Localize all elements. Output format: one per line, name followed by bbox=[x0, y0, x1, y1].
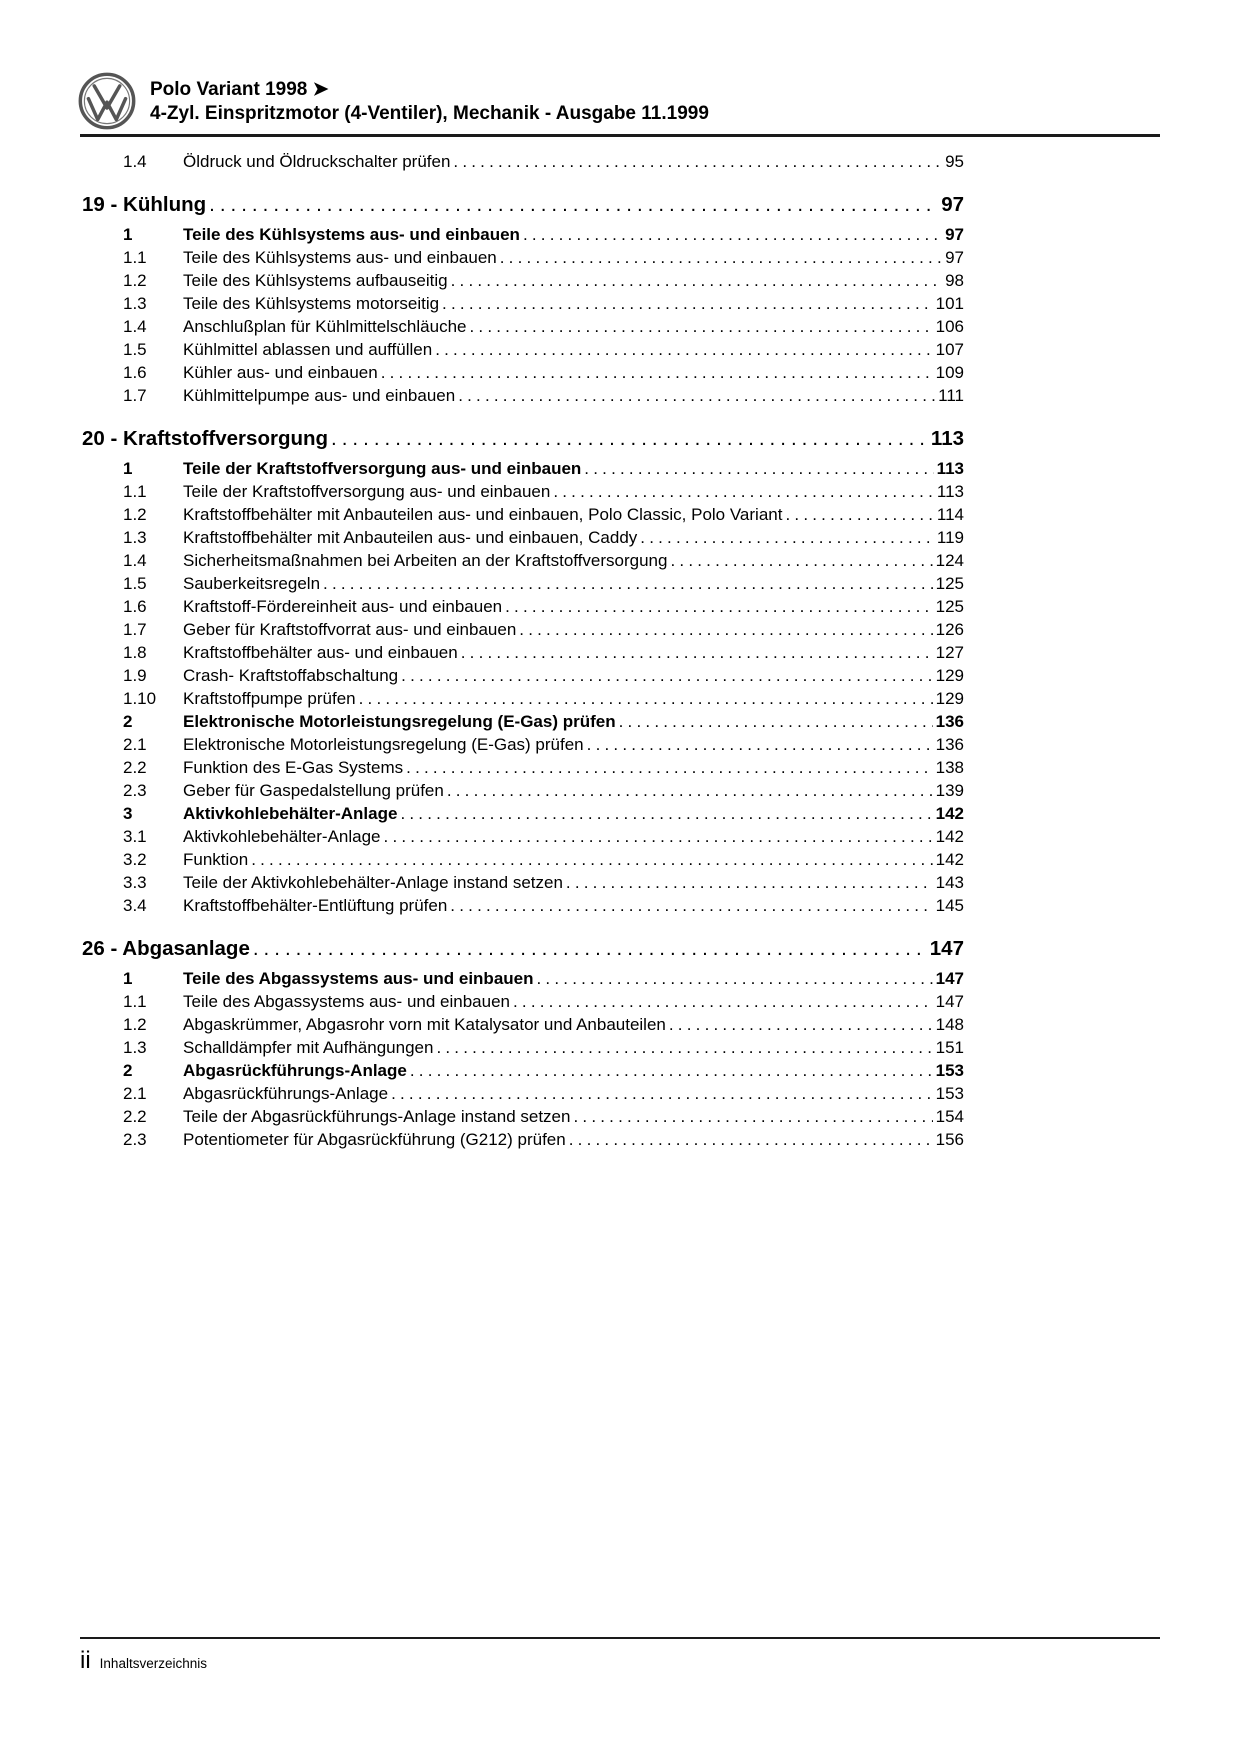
toc-section-heading bbox=[80, 426, 964, 452]
toc-entry-number: 1.3 bbox=[123, 294, 147, 313]
dot-leader bbox=[669, 1013, 933, 1036]
dot-leader bbox=[458, 384, 935, 407]
toc-entry-title: Teile der Kraftstoffversorgung aus- und einbauen bbox=[183, 459, 582, 478]
dot-leader bbox=[323, 572, 933, 595]
toc-entry-number: 3 bbox=[123, 804, 133, 823]
toc-entry-number: 1 bbox=[123, 225, 133, 244]
dot-leader bbox=[331, 426, 928, 452]
toc-entry bbox=[80, 526, 964, 549]
toc-entry bbox=[80, 779, 964, 802]
toc-entry-number: 1 bbox=[123, 459, 133, 478]
toc-entry-title: Teile der Abgasrückführungs-Anlage instand setzen bbox=[183, 1107, 571, 1126]
toc-entry bbox=[80, 480, 964, 503]
toc-entry bbox=[80, 292, 964, 315]
toc-entry bbox=[80, 848, 964, 871]
toc-entry-number: 1 bbox=[123, 969, 133, 988]
toc-entry-page: 113 bbox=[936, 482, 964, 501]
toc-entry bbox=[80, 894, 964, 917]
dot-leader bbox=[391, 1082, 933, 1105]
dot-leader bbox=[584, 457, 933, 480]
toc-entry-number: 1.2 bbox=[123, 505, 147, 524]
toc-entry-title: Elektronische Motorleistungsregelung (E-Gas) prüfen bbox=[183, 712, 616, 731]
header-model-line: Polo Variant 1998 ➤ bbox=[150, 79, 329, 100]
dot-leader bbox=[587, 733, 933, 756]
toc-entry-title: Funktion bbox=[183, 850, 249, 869]
toc-entry-page: 142 bbox=[935, 827, 964, 846]
toc-entry bbox=[80, 990, 964, 1013]
toc-entry-page: 109 bbox=[935, 363, 964, 382]
toc-section-page: 113 bbox=[930, 427, 964, 450]
toc-entry-page: 143 bbox=[935, 873, 964, 892]
toc-entry bbox=[80, 710, 964, 733]
header-divider bbox=[80, 134, 1160, 137]
dot-leader bbox=[384, 825, 933, 848]
toc-entry bbox=[80, 1082, 964, 1105]
dot-leader bbox=[513, 990, 933, 1013]
dot-leader bbox=[523, 223, 942, 246]
toc-entry-title: Teile des Abgassystems aus- und einbauen bbox=[183, 992, 510, 1011]
toc-entry-title: Geber für Gaspedalstellung prüfen bbox=[183, 781, 444, 800]
toc-entry-number: 3.2 bbox=[123, 850, 147, 869]
dot-leader bbox=[461, 641, 933, 664]
toc-entry-number: 2.3 bbox=[123, 781, 147, 800]
toc-entry-title: Kühlmittel ablassen und auffüllen bbox=[183, 340, 433, 359]
toc-entry-title: Abgaskrümmer, Abgasrohr vorn mit Katalysator und Anbauteilen bbox=[183, 1015, 666, 1034]
toc-entry-title: Öldruck und Öldruckschalter prüfen bbox=[183, 152, 451, 171]
dot-leader bbox=[785, 503, 933, 526]
toc-entry-number: 1.7 bbox=[123, 386, 147, 405]
toc-entry bbox=[80, 1013, 964, 1036]
header-text bbox=[150, 74, 709, 126]
toc-entry-page: 125 bbox=[935, 597, 964, 616]
toc-entry bbox=[80, 1105, 964, 1128]
toc-entry bbox=[80, 457, 964, 480]
toc-entry bbox=[80, 664, 964, 687]
toc-entry bbox=[80, 1128, 964, 1151]
toc-entry-title: Teile des Abgassystems aus- und einbauen bbox=[183, 969, 534, 988]
toc-entry bbox=[80, 733, 964, 756]
toc-entry-number: 2.2 bbox=[123, 758, 147, 777]
toc-entry bbox=[80, 1036, 964, 1059]
toc-entry bbox=[80, 503, 964, 526]
toc-entry-page: 136 bbox=[935, 735, 964, 754]
toc-entry bbox=[80, 223, 964, 246]
toc-entry-page: 138 bbox=[935, 758, 964, 777]
toc-entry bbox=[80, 315, 964, 338]
toc-entry-page: 145 bbox=[935, 896, 964, 915]
toc-entry-title: Sauberkeitsregeln bbox=[183, 574, 321, 593]
toc-entry bbox=[80, 150, 964, 173]
dot-leader bbox=[453, 150, 942, 173]
toc-entry-title: Aktivkohlebehälter-Anlage bbox=[183, 827, 381, 846]
toc-entry-page: 153 bbox=[935, 1084, 964, 1103]
dot-leader bbox=[640, 526, 934, 549]
toc-entry-number: 1.9 bbox=[123, 666, 147, 685]
toc-entry-number: 1.3 bbox=[123, 1038, 147, 1057]
dot-leader bbox=[569, 1128, 933, 1151]
toc-list bbox=[80, 150, 964, 1151]
toc-entry-page: 114 bbox=[936, 505, 964, 524]
toc-entry-title: Kühlmittelpumpe aus- und einbauen bbox=[183, 386, 456, 405]
toc-entry-page: 142 bbox=[935, 804, 964, 823]
toc-entry-title: Kraftstoffbehälter mit Anbauteilen aus- und einbauen, Caddy bbox=[183, 528, 638, 547]
toc-entry-page: 147 bbox=[935, 992, 964, 1011]
dot-leader bbox=[436, 1036, 932, 1059]
toc-entry-number: 3.3 bbox=[123, 873, 147, 892]
header-subtitle: 4-Zyl. Einspritzmotor (4-Ventiler), Mechanik - Ausgabe 11.1999 bbox=[150, 103, 709, 124]
toc-entry-number: 1.10 bbox=[123, 689, 157, 708]
toc-entry-title: Teile des Kühlsystems motorseitig bbox=[183, 294, 440, 313]
toc-entry-page: 97 bbox=[945, 248, 964, 267]
dot-leader bbox=[251, 848, 932, 871]
toc-entry-page: 95 bbox=[945, 152, 964, 171]
dot-leader bbox=[519, 618, 932, 641]
toc-entry-title: Elektronische Motorleistungsregelung (E-Gas) prüfen bbox=[183, 735, 584, 754]
toc-entry-page: 101 bbox=[935, 294, 964, 313]
toc-entry-title: Kraftstoff-Fördereinheit aus- und einbauen bbox=[183, 597, 503, 616]
toc-entry-title: Sicherheitsmaßnahmen bei Arbeiten an der Kraftstoffversorgung bbox=[183, 551, 668, 570]
vw-logo-icon bbox=[78, 72, 136, 130]
toc-entry-number: 1.4 bbox=[123, 551, 147, 570]
toc-entry-page: 111 bbox=[938, 386, 964, 405]
toc-entry-page: 98 bbox=[945, 271, 964, 290]
dot-leader bbox=[442, 292, 933, 315]
toc-entry bbox=[80, 618, 964, 641]
dot-leader bbox=[537, 967, 933, 990]
toc-entry bbox=[80, 967, 964, 990]
toc-entry-page: 147 bbox=[935, 969, 964, 988]
toc-entry-page: 153 bbox=[935, 1061, 964, 1080]
toc-entry-page: 107 bbox=[935, 340, 964, 359]
toc-entry-title: Aktivkohlebehälter-Anlage bbox=[183, 804, 398, 823]
dot-leader bbox=[566, 871, 933, 894]
footer-page-number: ii bbox=[80, 1647, 91, 1674]
toc-entry-page: 139 bbox=[935, 781, 964, 800]
toc-entry-title: Teile der Aktivkohlebehälter-Anlage instand setzen bbox=[183, 873, 563, 892]
toc-entry-page: 126 bbox=[935, 620, 964, 639]
dot-leader bbox=[401, 664, 932, 687]
toc-entry bbox=[80, 595, 964, 618]
toc-entry-title: Teile der Kraftstoffversorgung aus- und einbauen bbox=[183, 482, 551, 501]
toc-entry-page: 127 bbox=[935, 643, 964, 662]
dot-leader bbox=[253, 936, 927, 962]
dot-leader bbox=[381, 361, 933, 384]
toc-entry bbox=[80, 572, 964, 595]
toc-section-page: 147 bbox=[929, 937, 964, 960]
footer-section-title: Inhaltsverzeichnis bbox=[99, 1656, 207, 1671]
toc-entry-number: 1.8 bbox=[123, 643, 147, 662]
toc-entry-title: Teile des Kühlsystems aus- und einbauen bbox=[183, 248, 497, 267]
toc-entry-number: 1.2 bbox=[123, 1015, 147, 1034]
toc-entry-page: 106 bbox=[935, 317, 964, 336]
toc-entry bbox=[80, 802, 964, 825]
toc-entry-number: 1.5 bbox=[123, 340, 147, 359]
dot-leader bbox=[359, 687, 933, 710]
toc-entry-page: 124 bbox=[935, 551, 964, 570]
toc-entry-page: 154 bbox=[935, 1107, 964, 1126]
toc-entry-title: Kühler aus- und einbauen bbox=[183, 363, 378, 382]
dot-leader bbox=[619, 710, 933, 733]
toc-entry-number: 3.1 bbox=[123, 827, 147, 846]
dot-leader bbox=[469, 315, 932, 338]
toc-entry-number: 2 bbox=[123, 712, 133, 731]
toc-entry-number: 3.4 bbox=[123, 896, 147, 915]
toc-entry-title: Kraftstoffbehälter aus- und einbauen bbox=[183, 643, 458, 662]
dot-leader bbox=[406, 756, 932, 779]
toc-entry-title: Abgasrückführungs-Anlage bbox=[183, 1061, 407, 1080]
toc-entry bbox=[80, 825, 964, 848]
toc-entry bbox=[80, 549, 964, 572]
dot-leader bbox=[450, 894, 932, 917]
toc-entry-number: 1.4 bbox=[123, 152, 147, 171]
toc-entry-page: 142 bbox=[935, 850, 964, 869]
dot-leader bbox=[500, 246, 942, 269]
toc-entry-page: 156 bbox=[935, 1130, 964, 1149]
toc-entry-number: 1.7 bbox=[123, 620, 147, 639]
toc-entry-number: 1.4 bbox=[123, 317, 147, 336]
toc-entry-title: Crash- Kraftstoffabschaltung bbox=[183, 666, 399, 685]
toc-entry-number: 1.1 bbox=[123, 992, 147, 1011]
toc-entry-title: Geber für Kraftstoffvorrat aus- und einbauen bbox=[183, 620, 517, 639]
toc-section-title: 19 - Kühlung bbox=[82, 193, 207, 216]
toc-entry bbox=[80, 756, 964, 779]
dot-leader bbox=[573, 1105, 932, 1128]
toc-entry-page: 148 bbox=[935, 1015, 964, 1034]
toc-entry bbox=[80, 641, 964, 664]
toc-entry bbox=[80, 1059, 964, 1082]
toc-entry-number: 1.6 bbox=[123, 363, 147, 382]
dot-leader bbox=[447, 779, 933, 802]
toc-entry-number: 2 bbox=[123, 1061, 133, 1080]
dot-leader bbox=[435, 338, 932, 361]
toc-entry-title: Abgasrückführungs-Anlage bbox=[183, 1084, 389, 1103]
toc-entry-number: 1.6 bbox=[123, 597, 147, 616]
toc-entry-page: 129 bbox=[935, 666, 964, 685]
toc-entry bbox=[80, 269, 964, 292]
toc-section-title: 20 - Kraftstoffversorgung bbox=[82, 427, 329, 450]
toc-entry bbox=[80, 384, 964, 407]
toc-entry-title: Kraftstoffbehälter-Entlüftung prüfen bbox=[183, 896, 448, 915]
toc-entry-number: 1.3 bbox=[123, 528, 147, 547]
footer-divider bbox=[80, 1637, 1160, 1639]
toc-entry-title: Anschlußplan für Kühlmittelschläuche bbox=[183, 317, 467, 336]
toc-section-page: 97 bbox=[941, 193, 964, 216]
toc-entry-title: Funktion des E-Gas Systems bbox=[183, 758, 404, 777]
toc-entry bbox=[80, 338, 964, 361]
toc-entry bbox=[80, 687, 964, 710]
dot-leader bbox=[670, 549, 932, 572]
page-footer bbox=[80, 1648, 207, 1674]
toc-entry-title: Kraftstoffbehälter mit Anbauteilen aus- und einbauen, Polo Classic, Polo Variant bbox=[183, 505, 783, 524]
toc-entry-page: 125 bbox=[935, 574, 964, 593]
dot-leader bbox=[400, 802, 932, 825]
toc-entry-number: 1.5 bbox=[123, 574, 147, 593]
toc-entry bbox=[80, 871, 964, 894]
toc-entry-number: 2.2 bbox=[123, 1107, 147, 1126]
toc-entry bbox=[80, 246, 964, 269]
page-header bbox=[78, 74, 1160, 130]
toc-entry-page: 129 bbox=[935, 689, 964, 708]
toc-entry-title: Kraftstoffpumpe prüfen bbox=[183, 689, 356, 708]
toc-entry-number: 1.1 bbox=[123, 482, 147, 501]
toc-entry-page: 136 bbox=[935, 712, 964, 731]
toc-entry-title: Schalldämpfer mit Aufhängungen bbox=[183, 1038, 434, 1057]
dot-leader bbox=[505, 595, 933, 618]
toc-section-title: 26 - Abgasanlage bbox=[82, 937, 250, 960]
dot-leader bbox=[209, 192, 938, 218]
toc-entry-number: 2.1 bbox=[123, 735, 147, 754]
toc-section-heading bbox=[80, 192, 964, 218]
toc-entry-number: 1.1 bbox=[123, 248, 147, 267]
toc-section-heading bbox=[80, 936, 964, 962]
toc-entry bbox=[80, 361, 964, 384]
toc-entry-title: Potentiometer für Abgasrückführung (G212) prüfen bbox=[183, 1130, 566, 1149]
toc-entry-page: 113 bbox=[936, 459, 964, 478]
toc-entry-title: Teile des Kühlsystems aus- und einbauen bbox=[183, 225, 520, 244]
toc-entry-number: 1.2 bbox=[123, 271, 147, 290]
toc-entry-number: 2.3 bbox=[123, 1130, 147, 1149]
toc-entry-number: 2.1 bbox=[123, 1084, 147, 1103]
dot-leader bbox=[553, 480, 934, 503]
toc-entry-page: 119 bbox=[936, 528, 964, 547]
toc-entry-page: 97 bbox=[945, 225, 964, 244]
toc-entry-page: 151 bbox=[935, 1038, 964, 1057]
dot-leader bbox=[410, 1059, 933, 1082]
toc-entry-title: Teile des Kühlsystems aufbauseitig bbox=[183, 271, 448, 290]
dot-leader bbox=[451, 269, 942, 292]
